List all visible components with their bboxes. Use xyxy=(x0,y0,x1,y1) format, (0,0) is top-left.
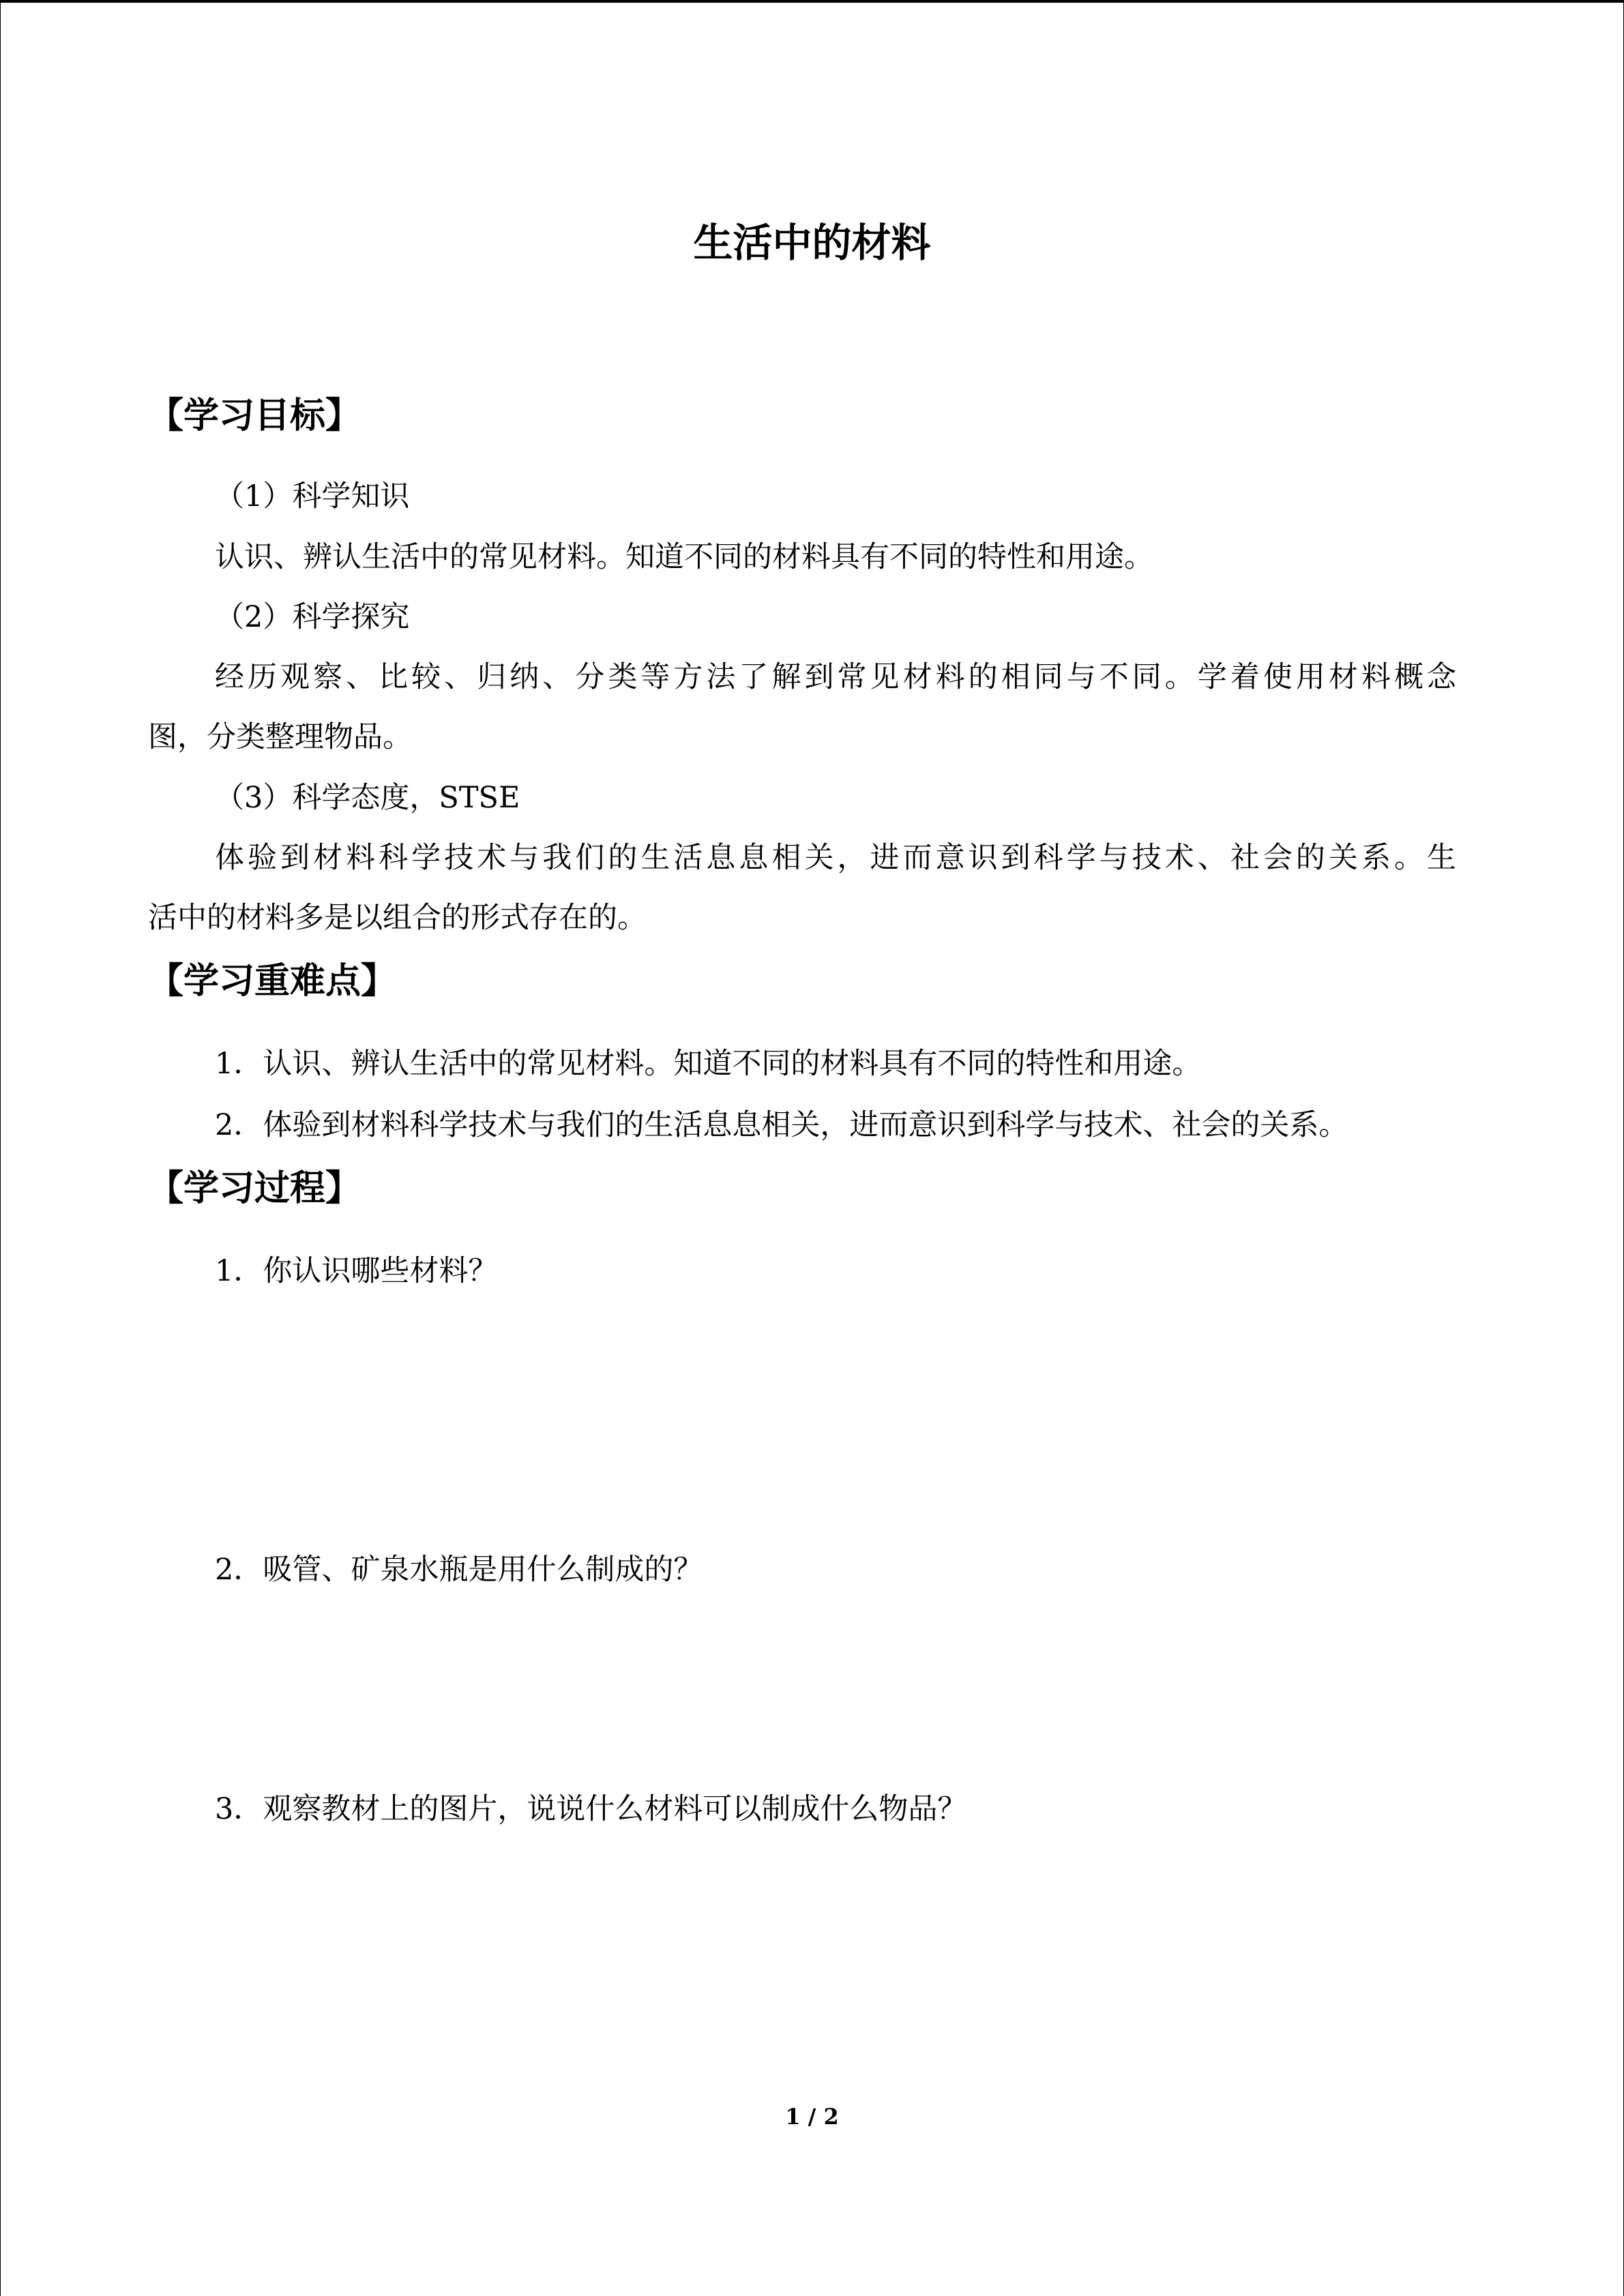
objective-3-label: （3）科学态度，STSE xyxy=(215,781,520,815)
key-point-1: 1．认识、辨认生活中的常见材料。知道不同的材料具有不同的特性和用途。 xyxy=(215,1047,1202,1081)
objectives-heading: 【学习目标】 xyxy=(148,396,361,436)
key-point-2: 2．体验到材料科学技术与我们的生活息息相关，进而意识到科学与技术、社会的关系。 xyxy=(215,1108,1348,1142)
objective-2-label: （2）科学探究 xyxy=(215,600,410,634)
page-title: 生活中的材料 xyxy=(693,220,931,266)
process-question-2: 2．吸管、矿泉水瓶是用什么制成的？ xyxy=(215,1553,703,1587)
objective-1-label: （1）科学知识 xyxy=(215,479,410,513)
process-question-1: 1．你认识哪些材料？ xyxy=(215,1254,498,1288)
page-number: 1 / 2 xyxy=(785,2104,839,2130)
objective-2-text-line2: 图，分类整理物品。 xyxy=(148,720,412,754)
objective-1-text: 认识、辨认生活中的常见材料。知道不同的材料具有不同的特性和用途。 xyxy=(215,540,1153,574)
process-question-3: 3．观察教材上的图片，说说什么材料可以制成什么物品？ xyxy=(215,1792,967,1826)
process-heading: 【学习过程】 xyxy=(148,1168,361,1209)
objective-3-text-line1: 体验到材料科学技术与我们的生活息息相关，进而意识到科学与技术、社会的关系。生 xyxy=(215,841,1456,875)
key-points-heading: 【学习重难点】 xyxy=(148,961,397,1002)
objective-2-text-line1: 经历观察、比较、归纳、分类等方法了解到常见材料的相同与不同。学着使用材料概念 xyxy=(215,660,1456,694)
objective-3-text-line2: 活中的材料多是以组合的形式存在的。 xyxy=(148,901,647,935)
